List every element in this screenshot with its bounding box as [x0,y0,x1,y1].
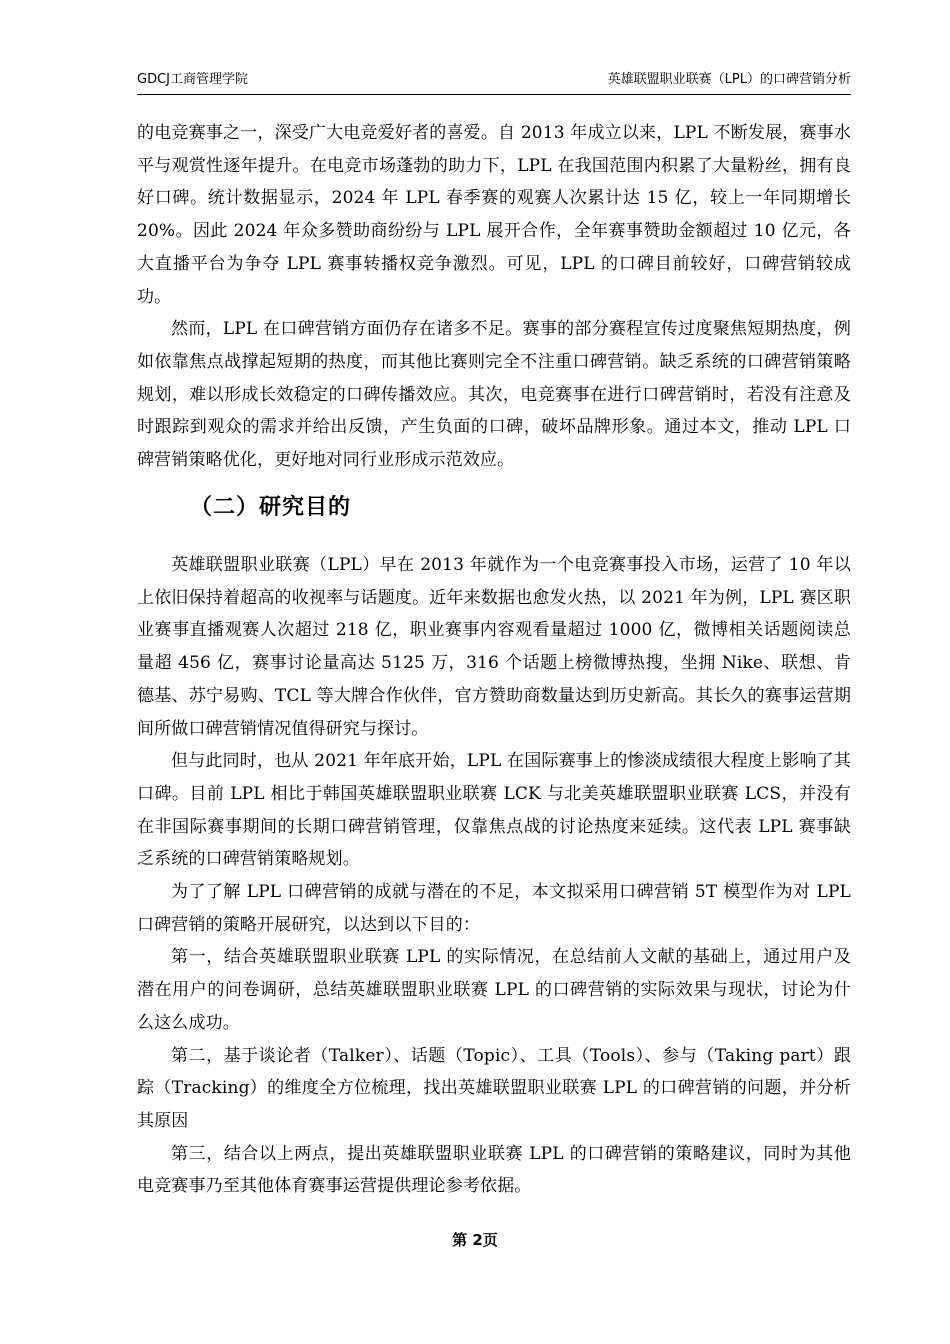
paragraph-problem: 但与此同时，也从 2021 年年底开始，LPL 在国际赛事上的惨淡成绩很大程度上影响了其口碑。目前 LPL 相比于韩国英雄联盟职业联赛 LCK 与北美英雄联盟职业联赛 LCS，并没有在非国际赛事期间的长期口碑营销管理，仅靠焦点战的讨论热度来延续。这代表 LPL 赛事缺乏系统的口碑营销策略规划。 [137,751,851,870]
paragraph-method: 为了了解 LPL 口碑营销的成就与潜在的不足，本文拟采用口碑营销 5T 模型作为对 LPL 口碑营销的策略开展研究，以达到以下目的： [137,882,851,935]
body-text-research-purpose [137,549,851,1203]
paragraph-goal-1: 第一，结合英雄联盟职业联赛 LPL 的实际情况，在总结前人文献的基础上，通过用户及潜在用户的问卷调研，总结英雄联盟职业联赛 LPL 的口碑营销的实际效果与现状，讨论为什么这么成功。 [137,947,851,1033]
header-institution: GDCJ工商管理学院 [137,72,248,87]
body-text-intro [137,117,851,477]
paragraph-goal-2: 第二，基于谈论者（Talker）、话题（Topic）、工具（Tools）、参与（Taking part）跟踪（Tracking）的维度全方位梳理，找出英雄联盟职业联赛 LPL 的口碑营销的问题，并分析其原因 [137,1045,851,1131]
page-header [137,66,851,95]
paragraph-background: 英雄联盟职业联赛（LPL）早在 2013 年就作为一个电竞赛事投入市场，运营了 10 年以上依旧保持着超高的收视率与话题度。近年来数据也愈发火热，以 2021 年为例，LPL 赛区职业赛事直播观赛人次超过 218 亿，职业赛事内容观看量超过 1000 亿，微博相关话题阅读总量超 456 亿，赛事讨论量高达 5125 万，316 个话题上榜微博热搜，坐拥 Nike、联想、肯德基、苏宁易购、TCL 等大牌合作伙伴，官方赞助商数量达到历史新高。其长久的赛事运营期间所做口碑营销情况值得研究与探讨。 [137,555,851,739]
paragraph-continuation: 的电竞赛事之一，深受广大电竞爱好者的喜爱。自 2013 年成立以来，LPL 不断发展，赛事水平与观赏性逐年提升。在电竞市场蓬勃的助力下，LPL 在我国范围内积累了大量粉丝，拥有良好口碑。统计数据显示，2024 年 LPL 春季赛的观赛人次累计达 15 亿，较上一年同期增长 20%。因此 2024 年众多赞助商纷纷与 LPL 展开合作，全年赛事赞助金额超过 10 亿元，各大直播平台为争夺 LPL 赛事转播权竞争激烈。可见，LPL 的口碑目前较好，口碑营销较成功。 [137,123,851,307]
paragraph-goal-3: 第三，结合以上两点，提出英雄联盟职业联赛 LPL 的口碑营销的策略建议，同时为其他电竞赛事乃至其他体育赛事运营提供理论参考依据。 [137,1143,851,1197]
section-heading: （二）研究目的 [190,495,352,520]
header-paper-title: 英雄联盟职业联赛（LPL）的口碑营销分析 [607,72,851,87]
page-number: 第 2页 [452,1231,498,1249]
paragraph-shortcomings: 然而，LPL 在口碑营销方面仍存在诸多不足。赛事的部分赛程宣传过度聚焦短期热度，例如依靠焦点战撑起短期的热度，而其他比赛则完全不注重口碑营销。缺乏系统的口碑营销策略规划，难以形成长效稳定的口碑传播效应。其次，电竞赛事在进行口碑营销时，若没有注意及时跟踪到观众的需求并给出反馈，产生负面的口碑，破坏品牌形象。通过本文，推动 LPL 口碑营销策略优化，更好地对同行业形成示范效应。 [137,319,851,471]
